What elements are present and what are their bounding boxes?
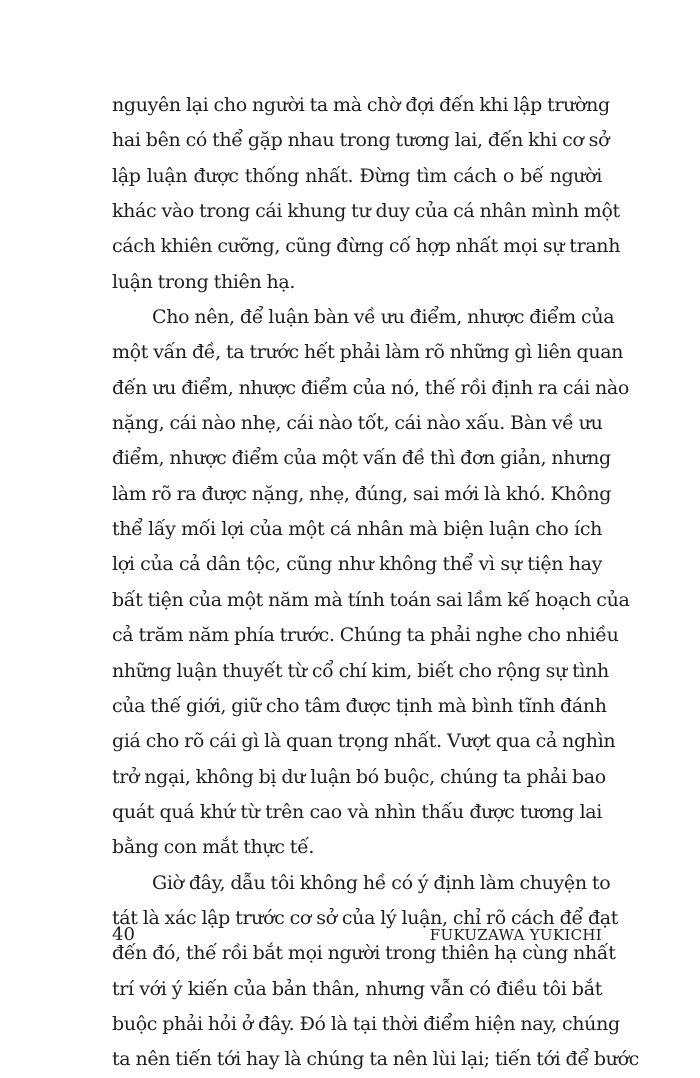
text-line: lợi của cả dân tộc, cũng như không thể vì sự tiện hay [112,553,602,576]
text-line: nặng, cái nào nhẹ, cái nào tốt, cái nào xấu. Bàn về ưu [112,412,603,435]
text-line: trí với ý kiến của bản thân, nhưng vẫn có điều tôi bắt [112,977,602,1000]
text-line: của thế giới, giữ cho tâm được tịnh mà bình tĩnh đánh [112,694,607,717]
text-line: những luận thuyết từ cổ chí kim, biết cho rộng sự tình [112,659,609,682]
text-line: thể lấy mối lợi của một cá nhân mà biện luận cho ích [112,518,602,541]
text-line: lập luận được thống nhất. Đừng tìm cách o bế người [112,164,602,187]
page-number: 40 [112,924,135,945]
text-line: ta nên tiến tới hay là chúng ta nên lùi lại; tiến tới để bước [112,1048,639,1071]
text-line: quát quá khứ từ trên cao và nhìn thấu được tương lai [112,800,602,823]
text-line: cách khiên cưỡng, cũng đừng cố hợp nhất mọi sự tranh [112,235,621,258]
text-line: làm rõ ra được nặng, nhẹ, đúng, sai mới là khó. Không [112,482,612,505]
text-line: Giờ đây, dẫu tôi không hề có ý định làm chuyện to [152,871,611,894]
text-line: buộc phải hỏi ở đây. Đó là tại thời điểm hiện nay, chúng [112,1012,620,1035]
text-line: luận trong thiên hạ. [112,270,296,293]
text-line: trở ngại, không bị dư luận bó buộc, chúng ta phải bao [112,765,606,788]
text-line: bất tiện của một năm mà tính toán sai lầm kế hoạch của [112,588,630,611]
text-line: bằng con mắt thực tế. [112,836,315,859]
text-line: nguyên lại cho người ta mà chờ đợi đến khi lập trường [112,94,610,116]
text-line: một vấn đề, ta trước hết phải làm rõ những gì liên quan [112,341,624,364]
text-line: tát là xác lập trước cơ sở của lý luận, chỉ rõ cách để đạt [112,906,619,929]
text-line: đến ưu điểm, nhược điểm của nó, thế rồi định ra cái nào [112,376,629,399]
text-line: đến đó, thế rồi bắt mọi người trong thiên hạ cùng nhất [112,942,616,965]
text-line: điểm, nhược điểm của một vấn đề thì đơn giản, nhưng [112,447,611,470]
text-line: cả trăm năm phía trước. Chúng ta phải nghe cho nhiều [112,624,619,647]
text-line: hai bên có thể gặp nhau trong tương lai, đến khi cơ sở [112,129,610,152]
text-line: khác vào trong cái khung tư duy của cá nhân mình một [112,200,620,223]
text-line: giá cho rõ cái gì là quan trọng nhất. Vượt qua cả nghìn [112,730,616,753]
running-footer-author: FUKUZAWA YUKICHI [429,926,602,944]
text-line: Cho nên, để luận bàn về ưu điểm, nhược điểm của [152,306,615,329]
